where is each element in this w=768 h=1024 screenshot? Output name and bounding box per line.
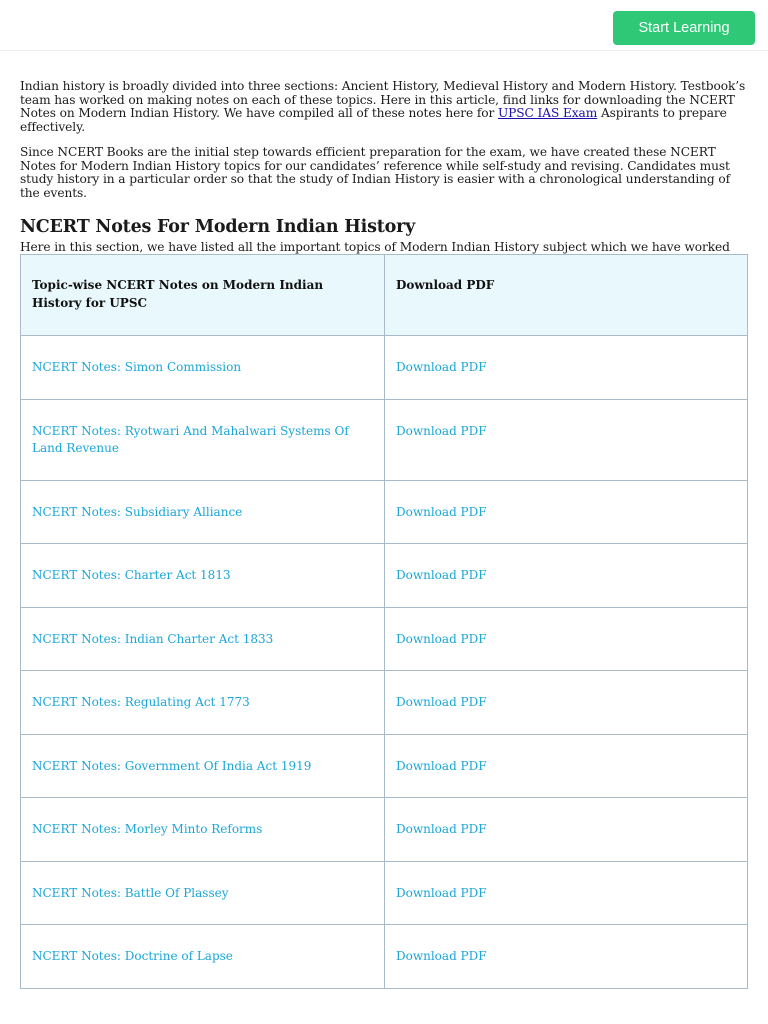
notes-table [20,254,748,989]
upsc-ias-exam-link[interactable]: UPSC IAS Exam [498,106,598,120]
table-row [21,925,748,989]
download-pdf-link[interactable]: Download PDF [396,758,487,773]
section-title: NCERT Notes For Modern Indian History [20,217,416,237]
table-row [21,544,748,608]
download-pdf-link[interactable]: Download PDF [396,631,487,646]
header-topic: Topic-wise NCERT Notes on Modern Indian History for UPSC [21,255,385,336]
download-pdf-link[interactable]: Download PDF [396,885,487,900]
topic-link-subsidiary-alliance[interactable]: NCERT Notes: Subsidiary Alliance [32,504,243,519]
header-download: Download PDF [385,255,748,336]
para1-text-after: Aspirants to prepare effectively. [20,106,727,134]
intro-paragraph-1 [20,80,746,134]
start-learning-button[interactable]: Start Learning [613,11,755,45]
topic-link-indian-charter-act-1833[interactable]: NCERT Notes: Indian Charter Act 1833 [32,631,274,646]
download-pdf-link[interactable]: Download PDF [396,568,487,582]
download-pdf-link[interactable]: Download PDF [396,504,487,519]
intro-paragraph-2: Since NCERT Books are the initial step towards efficient preparation for the exam, we have created these NCERT Notes for Modern Indian History topics for our candidates’ reference while self-study and revising. Candidates must study history in a particular order so that the study of Indian History is easier with a chronological understanding of the events. [20,145,731,200]
topic-link-regulating-act-1773[interactable]: NCERT Notes: Regulating Act 1773 [32,695,250,709]
download-pdf-link[interactable]: Download PDF [396,360,487,374]
topic-link-government-of-india-act-1919[interactable]: NCERT Notes: Government Of India Act 1919 [32,758,312,773]
section-intro: Here in this section, we have listed all the important topics of Modern Indian History subject which we have worked [20,240,730,254]
topic-link-ryotwari-mahalwari[interactable]: NCERT Notes: Ryotwari And Mahalwari Systems Of Land Revenue [32,423,349,455]
topic-link-charter-act-1813[interactable]: NCERT Notes: Charter Act 1813 [32,568,231,582]
table-header-row [21,255,748,336]
para1-text-before: Indian history is broadly divided into three sections: Ancient History, Medieval History and Modern History. Testbook’s team has worked on making notes on each of these topics. Here in this article, find links for downloading the NCERT Notes on Modern Indian History. We have compiled all of these notes here for [20,79,746,120]
download-pdf-link[interactable]: Download PDF [396,423,487,438]
download-pdf-link[interactable]: Download PDF [396,949,487,963]
table-row [21,861,748,925]
top-bar [0,0,768,51]
download-pdf-link[interactable]: Download PDF [396,695,487,709]
table-row [21,607,748,671]
topic-link-morley-minto-reforms[interactable]: NCERT Notes: Morley Minto Reforms [32,822,263,836]
topic-link-simon-commission[interactable]: NCERT Notes: Simon Commission [32,360,242,374]
table-row [21,399,748,480]
topic-link-doctrine-of-lapse[interactable]: NCERT Notes: Doctrine of Lapse [32,949,233,963]
table-row [21,336,748,400]
download-pdf-link[interactable]: Download PDF [396,822,487,836]
topic-link-battle-of-plassey[interactable]: NCERT Notes: Battle Of Plassey [32,885,229,900]
table-row [21,798,748,862]
table-row [21,671,748,735]
article-content [20,80,746,268]
table-row [21,480,748,544]
table-row [21,734,748,798]
